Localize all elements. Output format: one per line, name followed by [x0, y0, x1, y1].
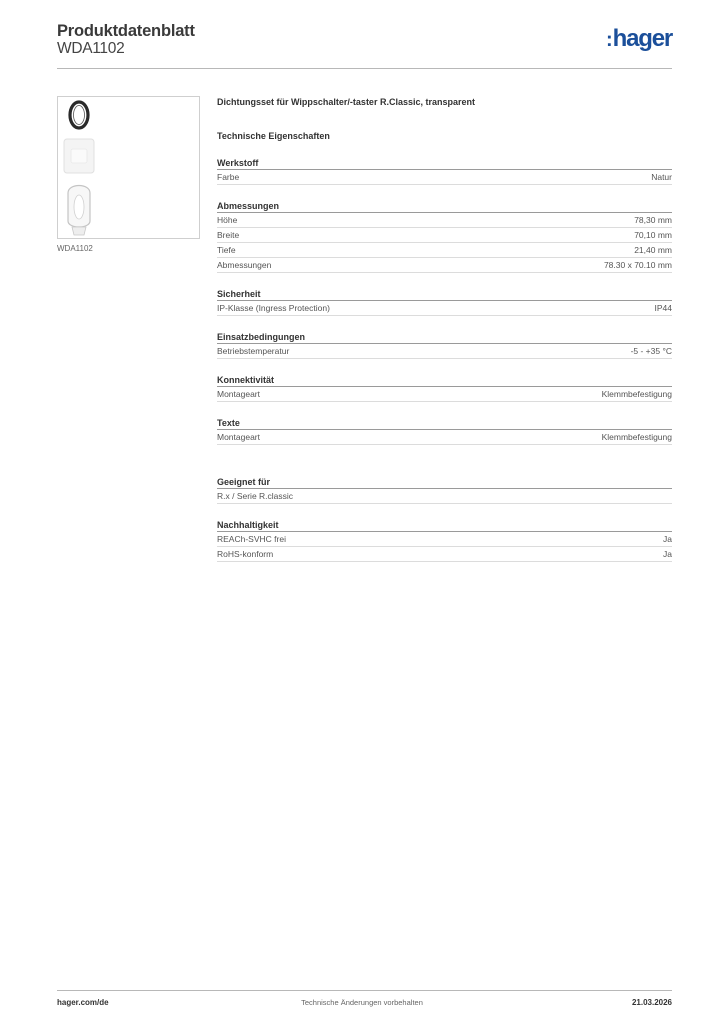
section-title: Sicherheit — [217, 288, 672, 301]
header-divider — [57, 68, 672, 69]
spec-row — [217, 387, 672, 402]
section-title: Nachhaltigkeit — [217, 519, 672, 532]
section-title: Texte — [217, 417, 672, 430]
spec-content — [217, 96, 672, 562]
section-title: Geeignet für — [217, 476, 672, 489]
section-title: Konnektivität — [217, 374, 672, 387]
spec-value: 21,40 mm — [634, 245, 672, 255]
spec-row — [217, 532, 672, 547]
spec-value: 78.30 x 70.10 mm — [603, 260, 672, 270]
spec-label: Betriebstemperatur — [217, 346, 290, 356]
footer-website-link[interactable]: hager.com/de — [57, 998, 109, 1007]
spec-row — [217, 243, 672, 258]
spec-value: Klemmbefestigung — [601, 389, 672, 399]
spec-value: 78,30 mm — [634, 215, 672, 225]
logo-dots: : — [605, 29, 612, 51]
footer-date: 21.03.2026 — [631, 998, 672, 1007]
spec-label: REACh-SVHC frei — [217, 534, 286, 544]
spec-row — [217, 301, 672, 316]
section-geeignet-fuer — [217, 476, 672, 504]
spec-label: Montageart — [217, 432, 260, 442]
spec-value: -5 - +35 °C — [630, 346, 672, 356]
section-title: Einsatzbedingungen — [217, 331, 672, 344]
spec-row — [217, 344, 672, 359]
footer-divider — [57, 990, 672, 991]
section-texte — [217, 417, 672, 445]
spec-label: IP-Klasse (Ingress Protection) — [217, 303, 330, 313]
spec-value: Natur — [651, 172, 672, 182]
spec-label: Breite — [217, 230, 240, 240]
document-title: Produktdatenblatt — [57, 22, 195, 40]
section-konnektivitaet — [217, 374, 672, 402]
tech-properties-title: Technische Eigenschaften — [217, 131, 330, 141]
image-caption: WDA1102 — [57, 244, 93, 253]
spec-row — [217, 258, 672, 273]
spec-row — [217, 213, 672, 228]
footer-notice: Technische Änderungen vorbehalten — [301, 998, 423, 1007]
section-nachhaltigkeit — [217, 519, 672, 562]
product-description: Dichtungsset für Wippschalter/-taster R.Classic, transparent — [217, 97, 475, 107]
spec-label: Farbe — [217, 172, 240, 182]
spec-value: Ja — [663, 549, 672, 559]
spec-value: Ja — [663, 534, 672, 544]
spec-label: Abmessungen — [217, 260, 272, 270]
spec-value: IP44 — [654, 303, 672, 313]
spec-row — [217, 547, 672, 562]
spec-row — [217, 489, 672, 504]
spec-row — [217, 430, 672, 445]
hager-logo — [606, 26, 672, 53]
section-abmessungen — [217, 200, 672, 273]
spec-label: Montageart — [217, 389, 260, 399]
spec-value: 70,10 mm — [634, 230, 672, 240]
spec-row — [217, 228, 672, 243]
spec-row — [217, 170, 672, 185]
section-sicherheit — [217, 288, 672, 316]
spec-label: Tiefe — [217, 245, 236, 255]
spec-label: R.x / Serie R.classic — [217, 491, 294, 501]
spec-value: Klemmbefestigung — [601, 432, 672, 442]
article-number: WDA1102 — [57, 40, 125, 57]
page-header — [57, 20, 672, 70]
product-illustration-icon — [58, 97, 201, 240]
section-title: Werkstoff — [217, 157, 672, 170]
product-image — [57, 96, 200, 239]
logo-text: hager — [612, 25, 672, 52]
section-einsatzbedingungen — [217, 331, 672, 359]
section-title: Abmessungen — [217, 200, 672, 213]
spec-label: Höhe — [217, 215, 238, 225]
section-werkstoff — [217, 157, 672, 185]
spec-label: RoHS-konform — [217, 549, 274, 559]
